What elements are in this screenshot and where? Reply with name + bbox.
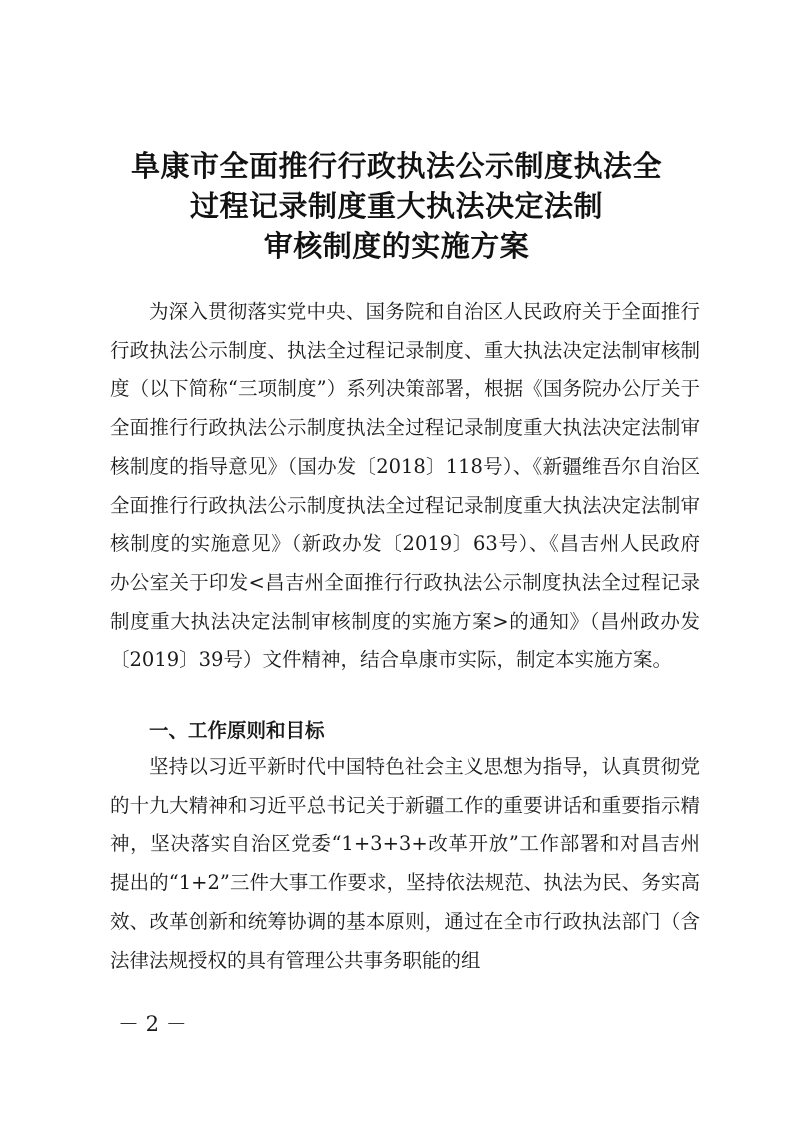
section-heading-1: 一、工作原则和目标: [149, 719, 325, 742]
document-title-line-2: 过程记录制度重大执法决定法制: [189, 189, 603, 223]
document-title-line-3: 审核制度的实施方案: [263, 229, 530, 263]
page-number: － 2 －: [118, 1012, 187, 1036]
intro-paragraph: 为深入贯彻落实党中央、国务院和自治区人民政府关于全面推行行政执法公示制度、执法全过程记录制度、重大执法决定法制审核制度（以下简称“三项制度”）系列决策部署，根据《国务院办公厅关于全面推行行政执法公示制度执法全过程记录制度重大执法决定法制审核制度的指导意见》（国办发〔2018〕118号）、《新疆维吾尔自治区全面推行行政执法公示制度执法全过程记录制度重大执法决定法制审核制度的实施意见》（新政办发〔2019〕63号）、《昌吉州人民政府办公室关于印发<昌吉州全面推行行政执法公示制度执法全过程记录制度重大执法决定法制审核制度的实施方案>的通知》（昌州政办发〔2019〕39号）文件精神，结合阜康市实际，制定本实施方案。: [110, 300, 700, 672]
document-title-line-1: 阜康市全面推行行政执法公示制度执法全: [130, 149, 662, 183]
section-1-paragraph: 坚持以习近平新时代中国特色社会主义思想为指导，认真贯彻党的十九大精神和习近平总书记关于新疆工作的重要讲话和重要指示精神，坚决落实自治区党委“1+3+3+改革开放”工作部署和对昌吉州提出的“1+2”三件大事工作要求，坚持依法规范、执法为民、务实高效、改革创新和统筹协调的基本原则，通过在全市行政执法部门（含法律法规授权的具有管理公共事务职能的组: [110, 755, 700, 972]
